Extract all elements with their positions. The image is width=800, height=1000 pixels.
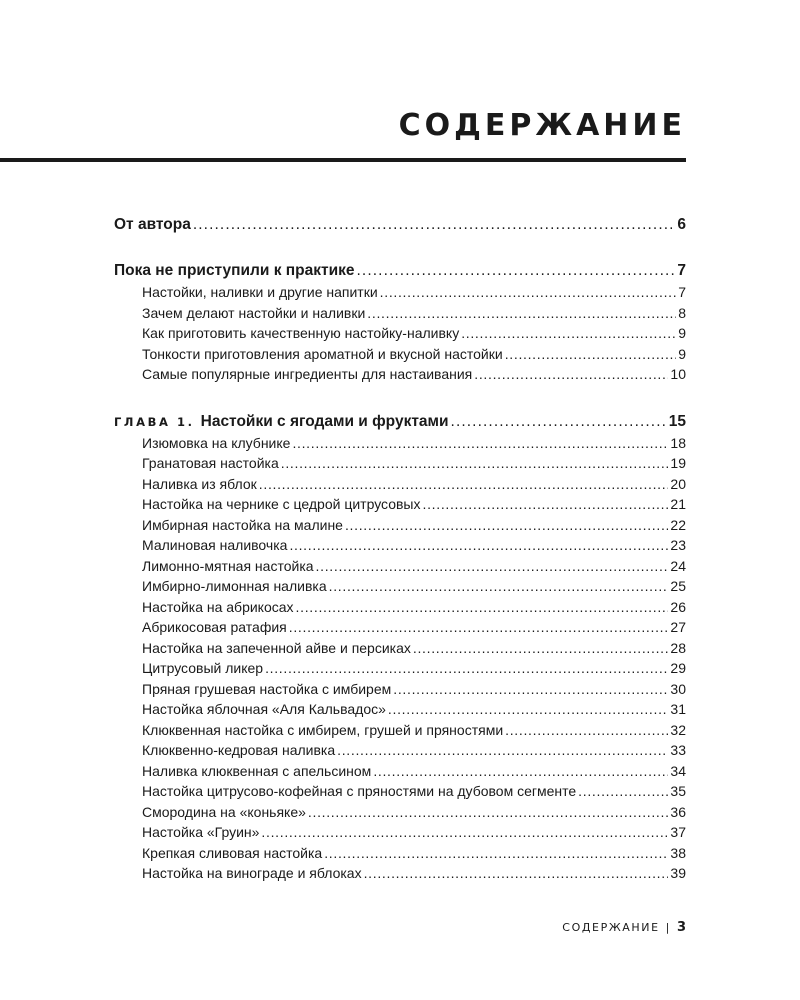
dot-leader xyxy=(345,515,668,536)
footer-section: СОДЕРЖАНИЕ xyxy=(562,921,660,934)
toc-entry-label: Изюмовка на клубнике xyxy=(142,434,291,451)
toc-entry[interactable] xyxy=(114,597,686,618)
toc-entry[interactable] xyxy=(114,453,686,474)
toc-entry-page: 19 xyxy=(670,455,686,471)
toc-entry[interactable] xyxy=(114,535,686,556)
toc-entry[interactable] xyxy=(114,617,686,638)
toc-entry-page: 9 xyxy=(678,345,686,362)
dot-leader xyxy=(578,781,668,802)
toc-entry-author[interactable] xyxy=(114,214,686,236)
toc-entry-page: 38 xyxy=(670,844,686,861)
dot-leader xyxy=(451,411,667,433)
dot-leader xyxy=(364,863,669,884)
toc-entry-page: 15 xyxy=(668,412,686,430)
toc-entry-page: 9 xyxy=(678,325,686,341)
dot-leader xyxy=(289,617,669,638)
toc-entry-label: Малиновая наливочка xyxy=(142,537,288,553)
toc-entry-label: Крепкая сливовая настойка xyxy=(142,844,323,861)
toc-entry-page: 36 xyxy=(670,803,686,820)
toc-entry-label: Тонкости приготовления ароматной и вкусной настойки xyxy=(142,345,503,362)
toc-entry-page: 10 xyxy=(670,366,686,382)
toc-entry-page: 37 xyxy=(670,824,686,840)
toc-entry-label: Как приготовить качественную настойку-наливку xyxy=(142,325,460,341)
dot-leader xyxy=(367,303,676,324)
toc-entry-page: 6 xyxy=(677,216,686,233)
dot-leader xyxy=(423,494,669,515)
toc-chapter-1[interactable] xyxy=(114,411,686,433)
page-footer xyxy=(562,920,686,935)
toc-entry-page: 25 xyxy=(670,578,686,594)
toc-entry-page: 22 xyxy=(670,516,686,533)
toc-entry-label: Имбирная настойка на малине xyxy=(142,516,343,533)
toc-entry-page: 31 xyxy=(670,701,686,717)
dot-leader xyxy=(265,658,668,679)
dot-leader xyxy=(474,364,668,385)
toc-entry[interactable] xyxy=(114,515,686,536)
toc-entry[interactable] xyxy=(114,781,686,802)
toc-entry-label: Абрикосовая ратафия xyxy=(142,619,287,635)
toc-entry-label: Наливка клюквенная с апельсином xyxy=(142,762,372,779)
toc-entry[interactable] xyxy=(114,576,686,597)
title-rule xyxy=(0,158,686,162)
toc-entry-label: Пока не приступили к практике xyxy=(114,262,355,279)
chapter-title: Настойки с ягодами и фруктами xyxy=(200,412,449,430)
toc-entry-label: От автора xyxy=(114,216,191,233)
toc-entry-page: 32 xyxy=(670,721,686,738)
toc-section-practice[interactable] xyxy=(114,260,686,282)
dot-leader xyxy=(316,556,669,577)
page-number: 3 xyxy=(676,920,686,935)
toc-entry[interactable] xyxy=(114,822,686,843)
dot-leader xyxy=(461,323,676,344)
toc-entry-label: Настойка на винограде и яблоках xyxy=(142,865,362,881)
toc-entry-label: Клюквенная настойка с имбирем, грушей и пряностями xyxy=(142,721,504,738)
toc-entry-label: Зачем делают настойки и наливки xyxy=(142,304,366,321)
toc-entry-label: Смородина на «коньяке» xyxy=(142,803,306,820)
dot-leader xyxy=(324,843,668,864)
toc-entry-label: Пряная грушевая настойка с имбирем xyxy=(142,680,392,697)
toc-entry[interactable] xyxy=(114,556,686,577)
toc-entry[interactable] xyxy=(114,344,686,365)
toc-entry-page: 33 xyxy=(670,742,686,758)
toc-entry-label: Настойка «Груин» xyxy=(142,824,260,840)
toc-entry[interactable] xyxy=(114,638,686,659)
footer-separator: | xyxy=(665,921,671,934)
toc-entry-label: Настойки, наливки и другие напитки xyxy=(142,284,378,300)
dot-leader xyxy=(505,720,668,741)
toc-entry-page: 26 xyxy=(670,598,686,615)
toc-entry[interactable] xyxy=(114,699,686,720)
toc-entry-page: 24 xyxy=(670,557,686,574)
dot-leader xyxy=(296,597,669,618)
dot-leader xyxy=(373,761,668,782)
toc-entry-label: Настойка яблочная «Аля Кальвадос» xyxy=(142,701,386,717)
toc-entry[interactable] xyxy=(114,323,686,344)
toc-section-practice-list xyxy=(114,282,686,385)
toc-entry-page: 27 xyxy=(670,619,686,635)
dot-leader xyxy=(289,535,668,556)
toc-entry-page: 7 xyxy=(678,284,686,300)
toc-entry-page: 7 xyxy=(677,262,686,279)
toc-entry-label: Цитрусовый ликер xyxy=(142,660,264,676)
toc-entry-label: Настойка цитрусово-кофейная с пряностями на дубовом сегменте xyxy=(142,783,577,799)
toc-entry-page: 35 xyxy=(670,783,686,799)
toc-entry[interactable] xyxy=(114,303,686,324)
toc-entry[interactable] xyxy=(114,658,686,679)
toc-chapter-1-list xyxy=(114,433,686,884)
toc-entry-page: 29 xyxy=(670,660,686,676)
dot-leader xyxy=(308,802,669,823)
toc-entry-page: 34 xyxy=(670,762,686,779)
toc-entry[interactable] xyxy=(114,863,686,884)
toc-entry[interactable] xyxy=(114,740,686,761)
dot-leader xyxy=(281,453,669,474)
toc-entry-label: Клюквенно-кедровая наливка xyxy=(142,742,336,758)
dot-leader xyxy=(329,576,669,597)
chapter-prefix: ГЛАВА 1. xyxy=(114,414,195,429)
dot-leader xyxy=(261,822,668,843)
toc-entry-page: 20 xyxy=(670,475,686,492)
toc-entry[interactable] xyxy=(114,843,686,864)
toc-entry[interactable] xyxy=(114,494,686,515)
dot-leader xyxy=(388,699,669,720)
dot-leader xyxy=(380,282,677,303)
toc-entry-label: Лимонно-мятная настойка xyxy=(142,557,314,574)
dot-leader xyxy=(337,740,668,761)
toc-entry-label: Гранатовая настойка xyxy=(142,455,279,471)
toc-entry[interactable] xyxy=(114,679,686,700)
dot-leader xyxy=(505,344,677,365)
toc-entry-label: Настойка на чернике с цедрой цитрусовых xyxy=(142,496,421,512)
toc-entry-label xyxy=(114,411,449,433)
toc-entry[interactable] xyxy=(114,474,686,495)
toc-entry[interactable] xyxy=(114,761,686,782)
dot-leader xyxy=(292,433,668,454)
page-title: СОДЕРЖАНИЕ xyxy=(398,108,686,143)
toc-entry-page: 39 xyxy=(670,865,686,881)
dot-leader xyxy=(413,638,669,659)
dot-leader xyxy=(357,260,676,282)
dot-leader xyxy=(393,679,668,700)
toc-entry-label: Самые популярные ингредиенты для настаивания xyxy=(142,366,473,382)
toc-entry-page: 8 xyxy=(678,304,686,321)
toc-entry[interactable] xyxy=(114,282,686,303)
toc-entry[interactable] xyxy=(114,720,686,741)
toc-entry-label: Настойка на абрикосах xyxy=(142,598,294,615)
toc-entry-label: Имбирно-лимонная наливка xyxy=(142,578,327,594)
dot-leader xyxy=(193,214,676,236)
toc-entry-page: 28 xyxy=(670,639,686,656)
toc-entry[interactable] xyxy=(114,433,686,454)
dot-leader xyxy=(259,474,669,495)
toc-entry-page: 30 xyxy=(670,680,686,697)
toc-entry-label: Наливка из яблок xyxy=(142,475,257,492)
toc-entry-page: 18 xyxy=(670,434,686,451)
toc-entry[interactable] xyxy=(114,364,686,385)
toc-entry[interactable] xyxy=(114,802,686,823)
toc-entry-page: 21 xyxy=(670,496,686,512)
table-of-contents xyxy=(114,214,686,884)
toc-entry-page: 23 xyxy=(670,537,686,553)
toc-entry-label: Настойка на запеченной айве и персиках xyxy=(142,639,411,656)
